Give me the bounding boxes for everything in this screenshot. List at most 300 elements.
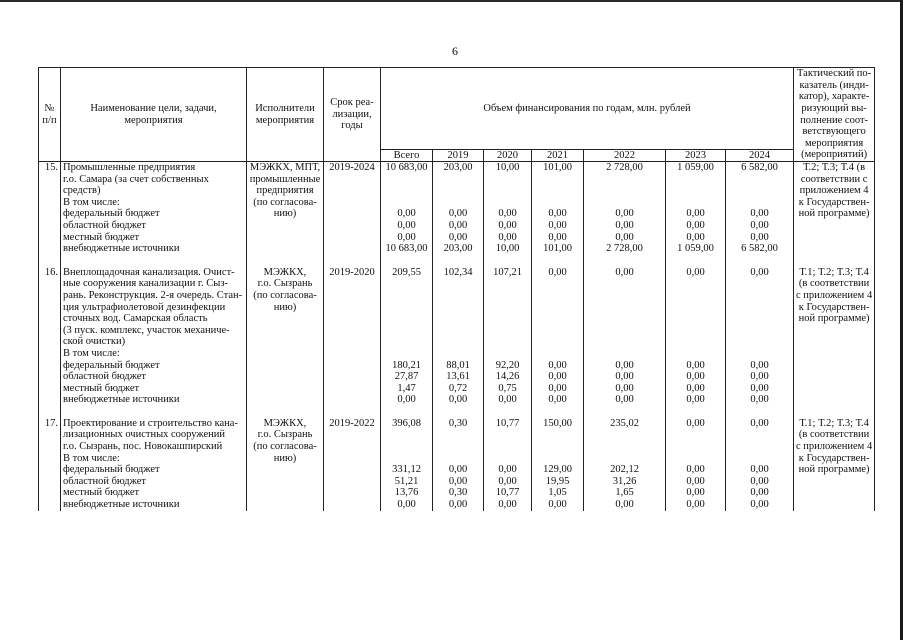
spacer (435, 429, 481, 441)
amount-value: 10,77 (495, 487, 520, 499)
amount-value: 1 059,00 (677, 162, 714, 173)
spacer (534, 313, 581, 325)
amount-value: 0,75 (498, 382, 517, 394)
amount-value: 396,08 (392, 417, 421, 429)
amount-value: 0,00 (750, 231, 769, 243)
spacer (668, 429, 723, 441)
header-indicator: Тактический по-казатель (инди-катор), характе-ризующий вы-полнение соот-ветствующего мероприятия (мероприятий) (794, 68, 875, 162)
spacer (586, 429, 663, 441)
amount-value: 0,00 (750, 219, 769, 231)
measure-name-line: рань. Реконструкция. 2-я очередь. Стан- (63, 289, 243, 301)
indicator-line: ной программе) (798, 208, 870, 220)
measure-name-line: (3 пуск. комплекс, участок механиче- (63, 324, 230, 336)
amount-value: 2 728,00 (606, 162, 643, 173)
measure-name-line: областной бюджет (63, 219, 146, 231)
spacer (534, 174, 581, 186)
amount-value: 0,00 (448, 499, 468, 511)
spacer (383, 441, 430, 453)
amount-value: 10,00 (495, 243, 520, 255)
amount-value: 0,00 (750, 382, 769, 394)
amount-value: 0,00 (686, 499, 705, 511)
amount-value: 0,00 (750, 487, 769, 499)
measure-name-line: Промышленные предприятия (63, 162, 196, 173)
amount-value: 0,30 (448, 417, 468, 429)
amount-value: 92,20 (495, 359, 520, 371)
spacer (668, 441, 723, 453)
amount-value: 0,00 (750, 464, 769, 476)
spacer (435, 348, 481, 360)
amount-value: 0,00 (686, 475, 705, 487)
measure-name (61, 267, 247, 418)
measure-name-line: В том числе: (63, 196, 120, 208)
spacer (728, 290, 791, 302)
amount-value: 1 059,00 (677, 243, 714, 255)
spacer (383, 174, 430, 186)
amount-value: 150,00 (543, 417, 572, 429)
amount-value: 180,21 (392, 359, 421, 371)
executor-line: предприятия (256, 185, 314, 197)
amount-value: 0,00 (448, 394, 468, 406)
amount-col-2019 (433, 162, 484, 267)
indicator-line: (в соответствии (798, 278, 870, 290)
term-text: 2019-2022 (329, 417, 375, 429)
spacer (383, 313, 430, 325)
measure-name-line: областной бюджет (63, 371, 146, 383)
year-header-4: 2022 (584, 150, 666, 162)
row-number-text: 15. (44, 162, 58, 173)
amount-value: 88,01 (446, 359, 470, 371)
spacer (486, 336, 529, 348)
amount-value: 0,00 (498, 394, 517, 406)
amount-value: 0,00 (686, 394, 705, 406)
indicator (794, 418, 875, 511)
spacer (728, 453, 791, 465)
spacer (668, 313, 723, 325)
measure-name-line: федеральный бюджет (63, 464, 160, 476)
amount-value: 2 728,00 (606, 243, 643, 255)
measure-name-line: В том числе: (63, 347, 120, 359)
indicator (794, 267, 875, 418)
amount-col-2020 (484, 162, 532, 267)
amount-value: 107,21 (493, 266, 522, 278)
amount-value: 6 582,00 (741, 162, 778, 173)
year-header-2: 2020 (484, 150, 532, 162)
spacer (668, 174, 723, 186)
amount-value: 0,00 (498, 475, 517, 487)
spacer (586, 290, 663, 302)
amount-col-2021 (532, 418, 584, 511)
top-scan-edge (0, 0, 903, 2)
executor-line: г.о. Сызрань (257, 429, 313, 441)
spacer (668, 348, 723, 360)
indicator-line: Т.2; Т.3; Т.4 (в (803, 162, 866, 173)
spacer (534, 325, 581, 337)
spacer (586, 185, 663, 197)
spacer (435, 302, 481, 314)
spacer (534, 453, 581, 465)
spacer (383, 429, 430, 441)
amount-value: 0,00 (397, 499, 416, 511)
measure-name-line: местный бюджет (63, 487, 140, 499)
spacer (668, 185, 723, 197)
spacer (728, 174, 791, 186)
amount-value: 0,00 (686, 208, 705, 220)
term-text: 2019-2024 (329, 162, 375, 173)
amount-col-2023 (666, 267, 726, 418)
amount-value: 0,00 (448, 219, 468, 231)
measure-name-line: средств) (63, 185, 101, 197)
amount-value: 101,00 (543, 243, 572, 255)
table-row (39, 267, 875, 418)
spacer (486, 290, 529, 302)
spacer (435, 325, 481, 337)
amount-col-2022 (584, 267, 666, 418)
amount-value: 10 683,00 (385, 162, 428, 173)
amount-value: 10,00 (495, 162, 520, 173)
spacer (586, 453, 663, 465)
spacer (586, 348, 663, 360)
spacer (383, 325, 430, 337)
term (324, 418, 381, 511)
amount-value: 129,00 (543, 464, 572, 476)
measure-name-line: Проектирование и строительство кана- (63, 417, 238, 429)
amount-value: 10,77 (495, 417, 520, 429)
amount-value: 203,00 (443, 243, 473, 255)
spacer (728, 348, 791, 360)
executor-line: МЭЖКХ, МПТ, (249, 162, 321, 173)
amount-value: 102,34 (443, 266, 473, 278)
amount-value: 0,00 (686, 231, 705, 243)
spacer (586, 336, 663, 348)
executors (247, 162, 324, 267)
spacer (383, 336, 430, 348)
amount-value: 0,00 (615, 231, 634, 243)
spacer (534, 348, 581, 360)
spacer (486, 313, 529, 325)
spacer (534, 278, 581, 290)
indicator-line: ной программе) (798, 464, 870, 476)
amount-value: 331,12 (392, 464, 421, 476)
measure-name-line: федеральный бюджет (63, 208, 160, 220)
spacer (383, 197, 430, 209)
indicator-line: приложением 4 (799, 185, 869, 197)
header-financing: Объем финансирования по годам, млн. рублей (381, 68, 794, 150)
amount-value: 0,00 (448, 475, 468, 487)
header-num: № п/п (39, 68, 61, 162)
year-header-3: 2021 (532, 150, 584, 162)
measure-name-line: внебюджетные источники (63, 394, 180, 406)
amount-value: 0,00 (448, 464, 468, 476)
spacer (668, 336, 723, 348)
amount-value: 0,00 (750, 394, 769, 406)
amount-col-2022 (584, 418, 666, 511)
spacer (435, 197, 481, 209)
amount-value: 0,30 (448, 487, 468, 499)
amount-value: 0,00 (686, 464, 705, 476)
indicator-line: соответствии с (800, 173, 868, 185)
amount-value: 0,00 (397, 208, 416, 220)
term (324, 267, 381, 418)
amount-value: 0,00 (615, 394, 634, 406)
amount-value: 0,00 (548, 219, 567, 231)
amount-value: 235,02 (610, 417, 639, 429)
amount-col-2023 (666, 162, 726, 267)
spacer (534, 185, 581, 197)
term-text: 2019-2020 (329, 266, 375, 278)
amount-col-2024 (726, 267, 794, 418)
executor-line: (по согласова- (253, 441, 317, 453)
amount-value: 19,95 (545, 475, 570, 487)
spacer (534, 197, 581, 209)
year-header-1: 2019 (433, 150, 484, 162)
spacer (486, 453, 529, 465)
spacer (383, 302, 430, 314)
spacer (586, 313, 663, 325)
amount-value: 0,00 (615, 266, 634, 278)
measure-name-line: ные сооружения канализации г. Сыз- (63, 278, 229, 290)
measure-name-line: местный бюджет (63, 231, 140, 243)
spacer (435, 174, 481, 186)
indicator-line: Т.1; Т.2; Т.3; Т.4 (799, 417, 869, 429)
spacer (534, 429, 581, 441)
amount-value: 0,00 (615, 382, 634, 394)
amount-col-2022 (584, 162, 666, 267)
measure-name-line: г.о. Самара (за счет собственных (63, 173, 209, 185)
spacer (383, 185, 430, 197)
amount-value: 10 683,00 (385, 243, 428, 255)
spacer (728, 278, 791, 290)
amount-value: 0,00 (686, 487, 705, 499)
spacer (383, 278, 430, 290)
amount-value: 0,00 (548, 371, 567, 383)
indicator-line: к Государствен- (798, 301, 870, 313)
measure-name-line: ской очистки) (63, 336, 126, 348)
spacer (586, 174, 663, 186)
spacer (435, 278, 481, 290)
year-header-0: Всего (381, 150, 433, 162)
measure-name-line: областной бюджет (63, 475, 146, 487)
amount-col-2021 (532, 162, 584, 267)
spacer (728, 302, 791, 314)
spacer (534, 336, 581, 348)
row-number-text: 17. (44, 417, 58, 429)
amount-value: 13,76 (394, 487, 419, 499)
amount-value: 0,00 (615, 359, 634, 371)
amount-value: 0,00 (750, 417, 769, 429)
amount-col-2020 (484, 267, 532, 418)
executor-line: нию) (273, 452, 297, 464)
amount-value: 0,00 (498, 208, 517, 220)
amount-col-2019 (433, 267, 484, 418)
spacer (383, 290, 430, 302)
measure-name (61, 162, 247, 267)
amount-col-2024 (726, 418, 794, 511)
spacer (435, 313, 481, 325)
spacer (668, 325, 723, 337)
amount-value: 0,00 (397, 219, 416, 231)
amount-value: 0,00 (686, 382, 705, 394)
measure-name (61, 418, 247, 511)
spacer (383, 348, 430, 360)
amount-value: 0,00 (750, 371, 769, 383)
amount-value: 0,00 (686, 266, 705, 278)
amount-value: 1,65 (615, 487, 634, 499)
amount-value: 6 582,00 (741, 243, 778, 255)
measure-name-line: лизационных очистных сооружений (63, 429, 226, 441)
amount-value: 0,00 (498, 231, 517, 243)
header-term: Срок реа-лизации, годы (324, 68, 381, 162)
amount-value: 0,00 (615, 219, 634, 231)
amount-value: 0,00 (498, 219, 517, 231)
indicator-line: к Государствен- (798, 452, 870, 464)
spacer (728, 313, 791, 325)
row-number (39, 162, 61, 267)
measure-name-line: сточных вод. Самарская область (63, 313, 208, 325)
spacer (534, 290, 581, 302)
indicator-line: Т.1; Т.2; Т.3; Т.4 (799, 266, 869, 278)
spacer (486, 441, 529, 453)
spacer (728, 336, 791, 348)
executor-line: (по согласова- (253, 289, 317, 301)
row-number (39, 418, 61, 511)
year-header-6: 2024 (726, 150, 794, 162)
spacer (435, 290, 481, 302)
executor-line: г.о. Сызрань (257, 278, 313, 290)
spacer (486, 348, 529, 360)
spacer (728, 197, 791, 209)
financing-table (38, 67, 875, 511)
spacer (486, 278, 529, 290)
spacer (586, 197, 663, 209)
amount-value: 0,00 (750, 499, 769, 511)
amount-value: 209,55 (392, 266, 421, 278)
executor-line: нию) (273, 301, 297, 313)
executor-line: нию) (273, 208, 297, 220)
amount-value: 14,26 (495, 371, 520, 383)
executors (247, 418, 324, 511)
measure-name-line: ция ультрафиолетовой дезинфекции (63, 301, 226, 313)
amount-value: 0,00 (448, 208, 468, 220)
header-name: Наименование цели, задачи, мероприятия (61, 68, 247, 162)
spacer (486, 302, 529, 314)
amount-value: 0,00 (686, 417, 705, 429)
amount-value: 0,00 (615, 208, 634, 220)
spacer (668, 302, 723, 314)
amount-value: 0,00 (750, 208, 769, 220)
spacer (435, 453, 481, 465)
amount-value: 0,00 (686, 219, 705, 231)
amount-value: 0,00 (548, 231, 567, 243)
amount-col-2024 (726, 162, 794, 267)
spacer (728, 429, 791, 441)
amount-value: 0,00 (750, 475, 769, 487)
amount-value: 0,72 (448, 382, 468, 394)
amount-col-2019 (433, 418, 484, 511)
amount-value: 13,61 (446, 371, 470, 383)
header-executors: Исполнители мероприятия (247, 68, 324, 162)
indicator-line: с приложением 4 (796, 441, 873, 453)
amount-value: 203,00 (443, 162, 473, 173)
executor-line: МЭЖКХ, (263, 266, 307, 278)
amount-col-Всего (381, 418, 433, 511)
table-row (39, 162, 875, 267)
spacer (668, 197, 723, 209)
indicator (794, 162, 875, 267)
executor-line: промышленные (249, 173, 321, 185)
spacer (486, 197, 529, 209)
measure-name-line: местный бюджет (63, 382, 140, 394)
measure-name-line: г.о. Сызрань, пос. Новокашпирский (63, 441, 223, 453)
spacer (728, 325, 791, 337)
year-header-5: 2023 (666, 150, 726, 162)
indicator-line: с приложением 4 (796, 289, 873, 301)
amount-col-Всего (381, 162, 433, 267)
spacer (586, 325, 663, 337)
spacer (486, 429, 529, 441)
amount-value: 0,00 (397, 394, 416, 406)
measure-name-line: внебюджетные источники (63, 243, 180, 255)
amount-value: 1,47 (397, 382, 416, 394)
amount-value: 51,21 (394, 475, 419, 487)
spacer (586, 278, 663, 290)
spacer (728, 185, 791, 197)
amount-value: 0,00 (548, 208, 567, 220)
amount-value: 0,00 (750, 266, 769, 278)
amount-value: 0,00 (686, 371, 705, 383)
amount-col-2021 (532, 267, 584, 418)
amount-col-2020 (484, 418, 532, 511)
amount-value: 0,00 (548, 359, 567, 371)
spacer (486, 185, 529, 197)
amount-value: 0,00 (548, 499, 567, 511)
spacer (435, 441, 481, 453)
spacer (668, 278, 723, 290)
amount-value: 0,00 (448, 231, 468, 243)
amount-value: 0,00 (686, 359, 705, 371)
amount-col-2023 (666, 418, 726, 511)
amount-value: 0,00 (397, 231, 416, 243)
spacer (486, 174, 529, 186)
spacer (486, 325, 529, 337)
indicator-line: (в соответствии (798, 429, 870, 441)
page-number: 6 (452, 44, 458, 58)
amount-value: 0,00 (548, 394, 567, 406)
spacer (728, 441, 791, 453)
spacer (668, 290, 723, 302)
executor-line: МЭЖКХ, (263, 417, 307, 429)
measure-name-line: федеральный бюджет (63, 359, 160, 371)
amount-value: 202,12 (610, 464, 639, 476)
amount-value: 0,00 (548, 266, 567, 278)
spacer (435, 185, 481, 197)
term (324, 162, 381, 267)
measure-name-line: В том числе: (63, 452, 120, 464)
spacer (586, 302, 663, 314)
amount-value: 0,00 (615, 371, 634, 383)
amount-value: 0,00 (615, 499, 634, 511)
amount-value: 31,26 (612, 475, 637, 487)
amount-value: 101,00 (543, 162, 572, 173)
executors (247, 267, 324, 418)
table-row (39, 418, 875, 511)
spacer (383, 453, 430, 465)
spacer (586, 441, 663, 453)
amount-value: 0,00 (750, 359, 769, 371)
spacer (534, 302, 581, 314)
spacer (435, 336, 481, 348)
amount-value: 0,00 (548, 382, 567, 394)
measure-name-line: Внеплощадочная канализация. Очист- (63, 266, 235, 278)
